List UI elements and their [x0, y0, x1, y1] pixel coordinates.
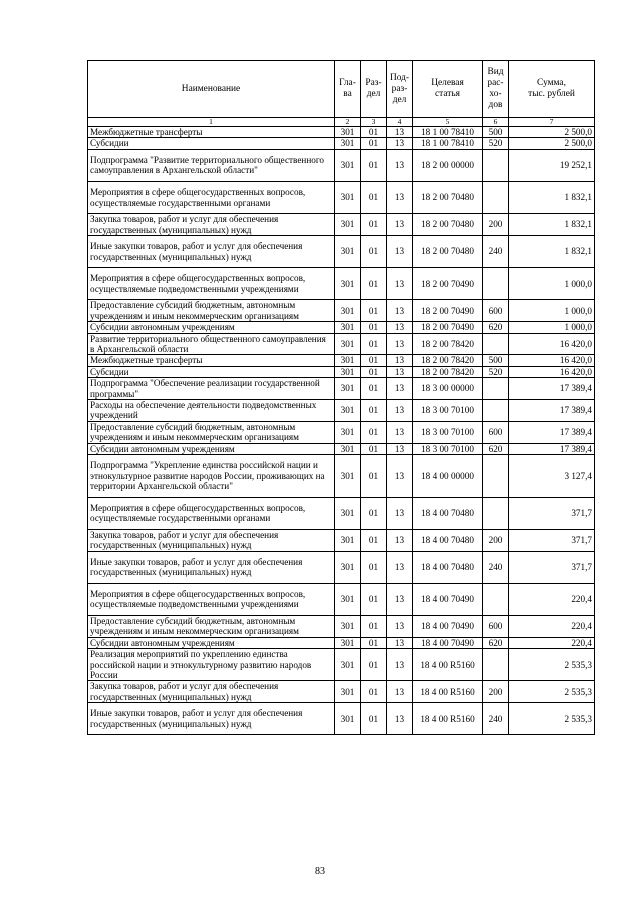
cell-sum: 17 389,4 — [509, 378, 595, 400]
cell-target-article: 18 4 00 R5160 — [413, 681, 483, 703]
cell-chapter: 301 — [335, 455, 361, 498]
cell-subsection: 13 — [387, 214, 413, 236]
cell-expense-type: 520 — [483, 366, 509, 377]
cell-sum: 17 389,4 — [509, 400, 595, 422]
cell-section: 01 — [361, 616, 387, 638]
cell-name: Развитие территориального общественного самоуправления в Архангельской области — [88, 333, 335, 355]
column-number: 4 — [387, 118, 413, 127]
cell-subsection: 13 — [387, 616, 413, 638]
cell-section: 01 — [361, 421, 387, 443]
cell-subsection: 13 — [387, 378, 413, 400]
cell-name: Предоставление субсидий бюджетным, автономным учреждениям и иным некоммерческим организациям — [88, 421, 335, 443]
cell-target-article: 18 4 00 R5160 — [413, 703, 483, 735]
cell-chapter: 301 — [335, 182, 361, 214]
cell-target-article: 18 4 00 70480 — [413, 497, 483, 529]
table-row — [88, 637, 595, 648]
table-row — [88, 322, 595, 333]
cell-section: 01 — [361, 333, 387, 355]
header-target-article: Целевая статья — [413, 61, 483, 118]
header-section: Раз- дел — [361, 61, 387, 118]
cell-name: Субсидии автономным учреждениям — [88, 443, 335, 454]
cell-section: 01 — [361, 214, 387, 236]
cell-target-article: 18 2 00 70480 — [413, 182, 483, 214]
table-row — [88, 703, 595, 735]
cell-section: 01 — [361, 378, 387, 400]
cell-expense-type — [483, 400, 509, 422]
cell-subsection: 13 — [387, 443, 413, 454]
cell-subsection: 13 — [387, 529, 413, 551]
cell-chapter: 301 — [335, 497, 361, 529]
cell-name: Субсидии автономным учреждениям — [88, 637, 335, 648]
table-row — [88, 268, 595, 300]
cell-name: Закупка товаров, работ и услуг для обеспечения государственных (муниципальных) нужд — [88, 681, 335, 703]
cell-expense-type: 620 — [483, 443, 509, 454]
cell-subsection: 13 — [387, 455, 413, 498]
cell-expense-type — [483, 497, 509, 529]
cell-section: 01 — [361, 637, 387, 648]
cell-target-article: 18 2 00 70490 — [413, 268, 483, 300]
cell-subsection: 13 — [387, 138, 413, 149]
cell-section: 01 — [361, 497, 387, 529]
cell-name: Иные закупки товаров, работ и услуг для обеспечения государственных (муниципальных) нужд — [88, 703, 335, 735]
cell-sum: 1 000,0 — [509, 300, 595, 322]
table-row — [88, 300, 595, 322]
cell-name: Межбюджетные трансферты — [88, 355, 335, 366]
cell-target-article: 18 4 00 00000 — [413, 455, 483, 498]
cell-sum: 371,7 — [509, 551, 595, 583]
cell-chapter: 301 — [335, 378, 361, 400]
cell-target-article: 18 2 00 70480 — [413, 214, 483, 236]
cell-name: Субсидии автономным учреждениям — [88, 322, 335, 333]
cell-name: Субсидии — [88, 138, 335, 149]
cell-section: 01 — [361, 366, 387, 377]
cell-subsection: 13 — [387, 681, 413, 703]
cell-expense-type — [483, 583, 509, 615]
cell-name: Субсидии — [88, 366, 335, 377]
cell-target-article: 18 4 00 70490 — [413, 616, 483, 638]
cell-chapter: 301 — [335, 681, 361, 703]
cell-expense-type: 500 — [483, 127, 509, 138]
cell-name: Расходы на обеспечение деятельности подведомственных учреждений — [88, 400, 335, 422]
cell-sum: 16 420,0 — [509, 355, 595, 366]
cell-name: Закупка товаров, работ и услуг для обеспечения государственных (муниципальных) нужд — [88, 214, 335, 236]
cell-target-article: 18 2 00 78420 — [413, 366, 483, 377]
cell-section: 01 — [361, 455, 387, 498]
cell-target-article: 18 3 00 70100 — [413, 421, 483, 443]
cell-target-article: 18 2 00 78420 — [413, 333, 483, 355]
table-row — [88, 149, 595, 181]
header-sum: Сумма, тыс. рублей — [509, 61, 595, 118]
cell-expense-type — [483, 333, 509, 355]
cell-expense-type — [483, 149, 509, 181]
cell-name: Мероприятия в сфере общегосударственных вопросов, осуществляемые государственными органами — [88, 182, 335, 214]
table-row — [88, 649, 595, 681]
cell-chapter: 301 — [335, 400, 361, 422]
column-number: 6 — [483, 118, 509, 127]
cell-name: Закупка товаров, работ и услуг для обеспечения государственных (муниципальных) нужд — [88, 529, 335, 551]
cell-sum: 16 420,0 — [509, 333, 595, 355]
cell-target-article: 18 2 00 70490 — [413, 322, 483, 333]
table-row — [88, 236, 595, 268]
cell-expense-type: 200 — [483, 529, 509, 551]
cell-subsection: 13 — [387, 268, 413, 300]
cell-expense-type: 600 — [483, 421, 509, 443]
header-chapter: Гла- ва — [335, 61, 361, 118]
column-numbers-row — [88, 118, 595, 127]
cell-chapter: 301 — [335, 703, 361, 735]
cell-subsection: 13 — [387, 400, 413, 422]
cell-expense-type: 520 — [483, 138, 509, 149]
cell-name: Иные закупки товаров, работ и услуг для обеспечения государственных (муниципальных) нужд — [88, 236, 335, 268]
cell-sum: 371,7 — [509, 529, 595, 551]
cell-subsection: 13 — [387, 149, 413, 181]
cell-expense-type — [483, 268, 509, 300]
column-number: 5 — [413, 118, 483, 127]
cell-chapter: 301 — [335, 443, 361, 454]
cell-chapter: 301 — [335, 214, 361, 236]
cell-expense-type: 600 — [483, 300, 509, 322]
table-row — [88, 529, 595, 551]
cell-chapter: 301 — [335, 138, 361, 149]
cell-chapter: 301 — [335, 366, 361, 377]
cell-subsection: 13 — [387, 703, 413, 735]
cell-section: 01 — [361, 529, 387, 551]
cell-section: 01 — [361, 268, 387, 300]
cell-chapter: 301 — [335, 529, 361, 551]
cell-name: Мероприятия в сфере общегосударственных вопросов, осуществляемые подведомственными учреждениями — [88, 583, 335, 615]
cell-expense-type: 500 — [483, 355, 509, 366]
cell-target-article: 18 4 00 70490 — [413, 637, 483, 648]
cell-sum: 220,4 — [509, 583, 595, 615]
cell-sum: 220,4 — [509, 637, 595, 648]
cell-target-article: 18 2 00 70490 — [413, 300, 483, 322]
cell-target-article: 18 2 00 70480 — [413, 236, 483, 268]
cell-sum: 220,4 — [509, 616, 595, 638]
cell-chapter: 301 — [335, 127, 361, 138]
cell-name: Подпрограмма "Развитие территориального общественного самоуправления в Архангельской области" — [88, 149, 335, 181]
table-row — [88, 681, 595, 703]
cell-expense-type: 240 — [483, 703, 509, 735]
cell-target-article: 18 4 00 70480 — [413, 551, 483, 583]
cell-sum: 1 832,1 — [509, 214, 595, 236]
cell-section: 01 — [361, 703, 387, 735]
cell-subsection: 13 — [387, 333, 413, 355]
table-header-row — [88, 61, 595, 118]
cell-sum: 16 420,0 — [509, 366, 595, 377]
table-row — [88, 400, 595, 422]
cell-subsection: 13 — [387, 497, 413, 529]
cell-subsection: 13 — [387, 322, 413, 333]
column-number: 3 — [361, 118, 387, 127]
column-number: 2 — [335, 118, 361, 127]
cell-section: 01 — [361, 149, 387, 181]
cell-sum: 1 000,0 — [509, 268, 595, 300]
cell-section: 01 — [361, 681, 387, 703]
cell-section: 01 — [361, 355, 387, 366]
cell-sum: 3 127,4 — [509, 455, 595, 498]
cell-section: 01 — [361, 236, 387, 268]
cell-name: Мероприятия в сфере общегосударственных вопросов, осуществляемые подведомственными учреждениями — [88, 268, 335, 300]
cell-section: 01 — [361, 443, 387, 454]
cell-subsection: 13 — [387, 637, 413, 648]
cell-name: Межбюджетные трансферты — [88, 127, 335, 138]
cell-chapter: 301 — [335, 637, 361, 648]
cell-section: 01 — [361, 300, 387, 322]
cell-expense-type: 200 — [483, 681, 509, 703]
table-row — [88, 443, 595, 454]
table-row — [88, 616, 595, 638]
cell-name: Иные закупки товаров, работ и услуг для обеспечения государственных (муниципальных) нужд — [88, 551, 335, 583]
cell-section: 01 — [361, 322, 387, 333]
cell-subsection: 13 — [387, 127, 413, 138]
cell-sum: 17 389,4 — [509, 421, 595, 443]
cell-chapter: 301 — [335, 616, 361, 638]
cell-chapter: 301 — [335, 649, 361, 681]
cell-sum: 17 389,4 — [509, 443, 595, 454]
cell-target-article: 18 2 00 78420 — [413, 355, 483, 366]
table-row — [88, 333, 595, 355]
budget-table — [87, 60, 595, 735]
cell-section: 01 — [361, 649, 387, 681]
cell-section: 01 — [361, 400, 387, 422]
cell-section: 01 — [361, 127, 387, 138]
cell-target-article: 18 3 00 70100 — [413, 443, 483, 454]
table-row — [88, 355, 595, 366]
cell-target-article: 18 3 00 70100 — [413, 400, 483, 422]
cell-chapter: 301 — [335, 333, 361, 355]
cell-target-article: 18 3 00 00000 — [413, 378, 483, 400]
cell-subsection: 13 — [387, 300, 413, 322]
cell-subsection: 13 — [387, 366, 413, 377]
table-row — [88, 378, 595, 400]
page-number: 83 — [315, 866, 325, 877]
table-row — [88, 366, 595, 377]
cell-chapter: 301 — [335, 551, 361, 583]
cell-subsection: 13 — [387, 236, 413, 268]
cell-chapter: 301 — [335, 583, 361, 615]
cell-expense-type: 620 — [483, 322, 509, 333]
cell-chapter: 301 — [335, 421, 361, 443]
cell-expense-type — [483, 378, 509, 400]
cell-target-article: 18 4 00 70490 — [413, 583, 483, 615]
cell-sum: 2 535,3 — [509, 703, 595, 735]
cell-subsection: 13 — [387, 551, 413, 583]
cell-subsection: 13 — [387, 182, 413, 214]
table-row — [88, 127, 595, 138]
cell-sum: 1 832,1 — [509, 236, 595, 268]
cell-name: Реализация мероприятий по укреплению единства российской нации и этнокультурному развитию народов России — [88, 649, 335, 681]
cell-expense-type: 600 — [483, 616, 509, 638]
cell-target-article: 18 4 00 R5160 — [413, 649, 483, 681]
table-row — [88, 455, 595, 498]
cell-sum: 1 000,0 — [509, 322, 595, 333]
header-name: Наименование — [88, 61, 335, 118]
cell-name: Подпрограмма "Укрепление единства российской нации и этнокультурное развитие народов России, проживающих на территории Архангельской области" — [88, 455, 335, 498]
cell-section: 01 — [361, 551, 387, 583]
cell-sum: 19 252,1 — [509, 149, 595, 181]
cell-expense-type: 240 — [483, 236, 509, 268]
cell-sum: 2 535,3 — [509, 681, 595, 703]
header-expense-type: Вид рас- хо- дов — [483, 61, 509, 118]
table-row — [88, 214, 595, 236]
cell-target-article: 18 4 00 70480 — [413, 529, 483, 551]
cell-expense-type — [483, 455, 509, 498]
cell-name: Предоставление субсидий бюджетным, автономным учреждениям и иным некоммерческим организациям — [88, 300, 335, 322]
cell-name: Подпрограмма "Обеспечение реализации государственной программы" — [88, 378, 335, 400]
table-row — [88, 551, 595, 583]
cell-expense-type: 620 — [483, 637, 509, 648]
table-row — [88, 138, 595, 149]
header-subsection: Под- раз- дел — [387, 61, 413, 118]
table-row — [88, 583, 595, 615]
cell-chapter: 301 — [335, 300, 361, 322]
table-body — [88, 127, 595, 735]
cell-subsection: 13 — [387, 355, 413, 366]
cell-sum: 371,7 — [509, 497, 595, 529]
cell-chapter: 301 — [335, 236, 361, 268]
cell-expense-type — [483, 649, 509, 681]
cell-section: 01 — [361, 182, 387, 214]
cell-sum: 2 500,0 — [509, 138, 595, 149]
cell-chapter: 301 — [335, 322, 361, 333]
cell-subsection: 13 — [387, 583, 413, 615]
cell-chapter: 301 — [335, 149, 361, 181]
cell-expense-type: 200 — [483, 214, 509, 236]
cell-sum: 2 535,3 — [509, 649, 595, 681]
table-row — [88, 421, 595, 443]
column-number: 1 — [88, 118, 335, 127]
cell-chapter: 301 — [335, 268, 361, 300]
cell-section: 01 — [361, 583, 387, 615]
cell-sum: 2 500,0 — [509, 127, 595, 138]
column-number: 7 — [509, 118, 595, 127]
table-row — [88, 182, 595, 214]
cell-subsection: 13 — [387, 421, 413, 443]
cell-target-article: 18 1 00 78410 — [413, 127, 483, 138]
cell-name: Мероприятия в сфере общегосударственных вопросов, осуществляемые государственными органами — [88, 497, 335, 529]
cell-name: Предоставление субсидий бюджетным, автономным учреждениям и иным некоммерческим организациям — [88, 616, 335, 638]
cell-subsection: 13 — [387, 649, 413, 681]
cell-chapter: 301 — [335, 355, 361, 366]
table-row — [88, 497, 595, 529]
cell-target-article: 18 1 00 78410 — [413, 138, 483, 149]
cell-expense-type: 240 — [483, 551, 509, 583]
cell-expense-type — [483, 182, 509, 214]
cell-sum: 1 832,1 — [509, 182, 595, 214]
cell-section: 01 — [361, 138, 387, 149]
cell-target-article: 18 2 00 00000 — [413, 149, 483, 181]
